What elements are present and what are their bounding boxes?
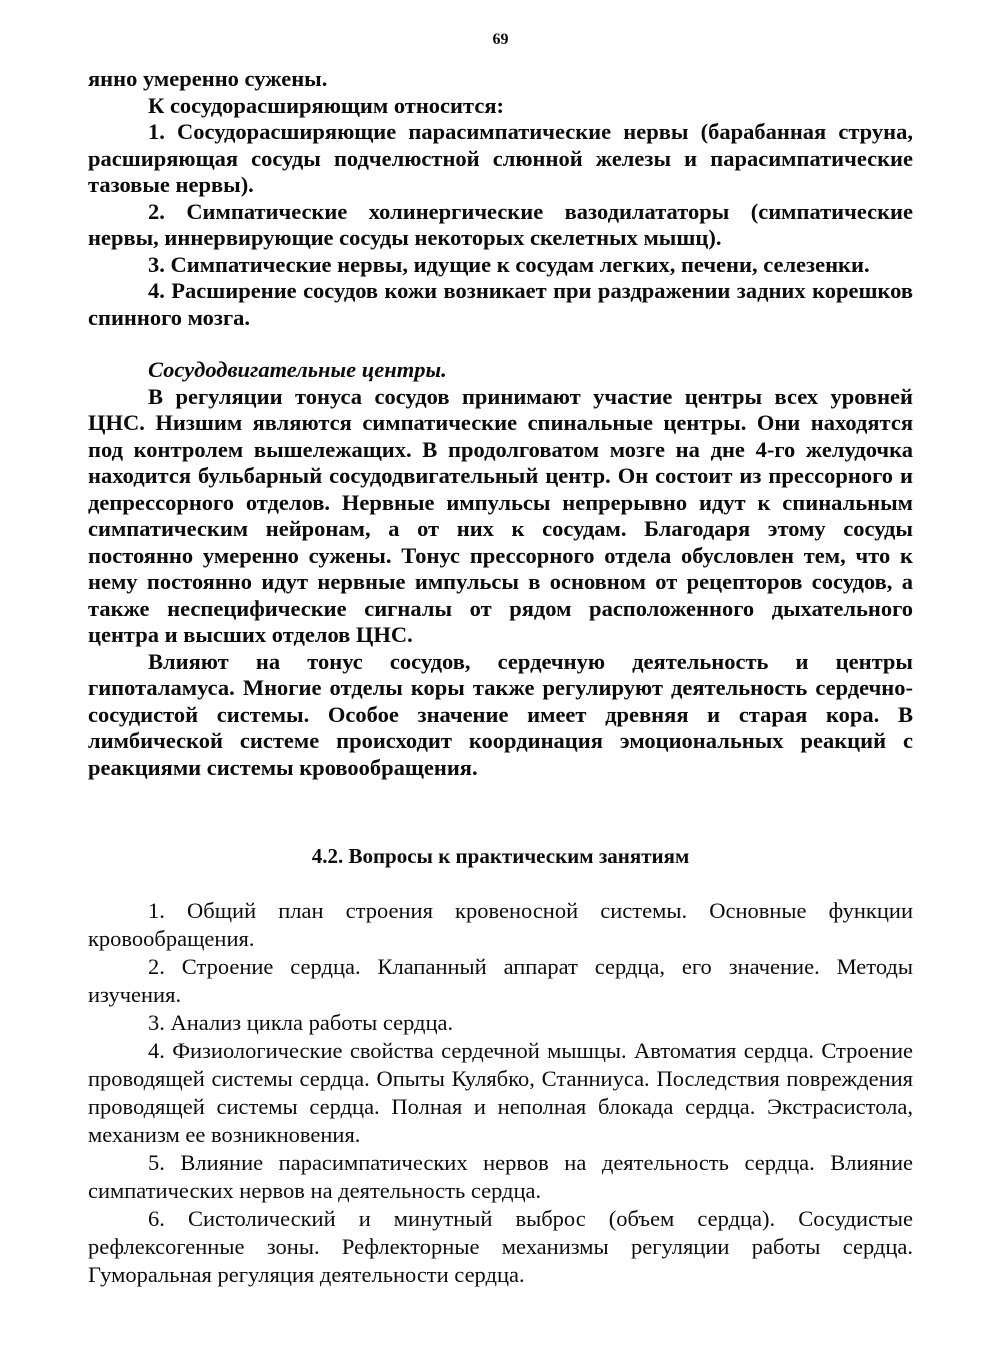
section-heading: 4.2. Вопросы к практическим занятиям — [311, 844, 690, 868]
page-number: 69 — [492, 31, 509, 48]
list-item-2: 2. Симпатические холинергические вазодилататоры (симпатические нервы, иннервирующие сосуды некоторых скелетных мышц). — [88, 198, 913, 250]
list-item-4: 4. Расширение сосудов кожи возникает при раздражении задних корешков спинного мозга. — [88, 278, 913, 330]
subsection-title: Сосудодвигательные центры. — [148, 357, 447, 382]
question-item: 3. Анализ цикла работы сердца. — [148, 1010, 454, 1035]
top-block — [88, 66, 913, 869]
question-item: 2. Строение сердца. Клапанный аппарат сердца, его значение. Методы изучения. — [88, 954, 913, 1007]
list-item-3: 3. Симпатические нервы, идущие к сосудам легких, печени, селезенки. — [148, 251, 870, 277]
question-item: 5. Влияние парасимпатических нервов на деятельность сердца. Влияние симпатических нервов на деятельность сердца. — [88, 1150, 913, 1203]
questions-list — [88, 897, 913, 1289]
paragraph-centers-1: В регуляции тонуса сосудов принимают участие центры всех уровней ЦНС. Низшим являются симпатические спинальные центры. Они находятся под контролем вышележащих. В продолговатом мозге на дне 4-го желудочка находится бульбарный сосудодвигательный центр. Он состоит из прессорного и депрессорного отделов. Нервные импульсы непрерывно идут к спинальным симпатическим нейронам, а от них к сосудам. Благодаря этому сосуды постоянно умеренно сужены. Тонус прессорного отдела обусловлен тем, что к нему постоянно идут нервные импульсы в основном от рецепторов сосудов, а также неспецифические сигналы от рядом расположенного дыхательного центра и высших отделов ЦНС. — [88, 383, 913, 647]
paragraph-continuation: янно умеренно сужены. — [88, 66, 328, 91]
list-item-1: 1. Сосудорасширяющие парасимпатические нервы (барабанная струна, расширяющая сосуды подчелюстной слюнной железы и парасимпатические тазовые нервы). — [88, 119, 913, 197]
question-item: 4. Физиологические свойства сердечной мышцы. Автоматия сердца. Строение проводящей системы сердца. Опыты Кулябко, Станниуса. Последствия повреждения проводящей системы сердца. Полная и неполная блокада сердца. Экстрасистола, механизм ее возникновения. — [88, 1038, 913, 1147]
paragraph-centers-2: Влияют на тонус сосудов, сердечную деятельность и центры гипоталамуса. Многие отделы коры также регулируют деятельность сердечно-сосудистой системы. Особое значение имеет древняя и старая кора. В лимбической системе происходит координация эмоциональных реакций с реакциями системы кровообращения. — [88, 648, 913, 780]
paragraph-list-intro: К сосудорасширяющим относится: — [148, 92, 504, 118]
document-page — [88, 30, 913, 1289]
question-item: 1. Общий план строения кровеносной системы. Основные функции кровообращения. — [88, 898, 913, 951]
question-item: 6. Систолический и минутный выброс (объем сердца). Сосудистые рефлексогенные зоны. Рефлекторные механизмы регуляции работы сердца. Гуморальная регуляция деятельности сердца. — [88, 1206, 913, 1287]
